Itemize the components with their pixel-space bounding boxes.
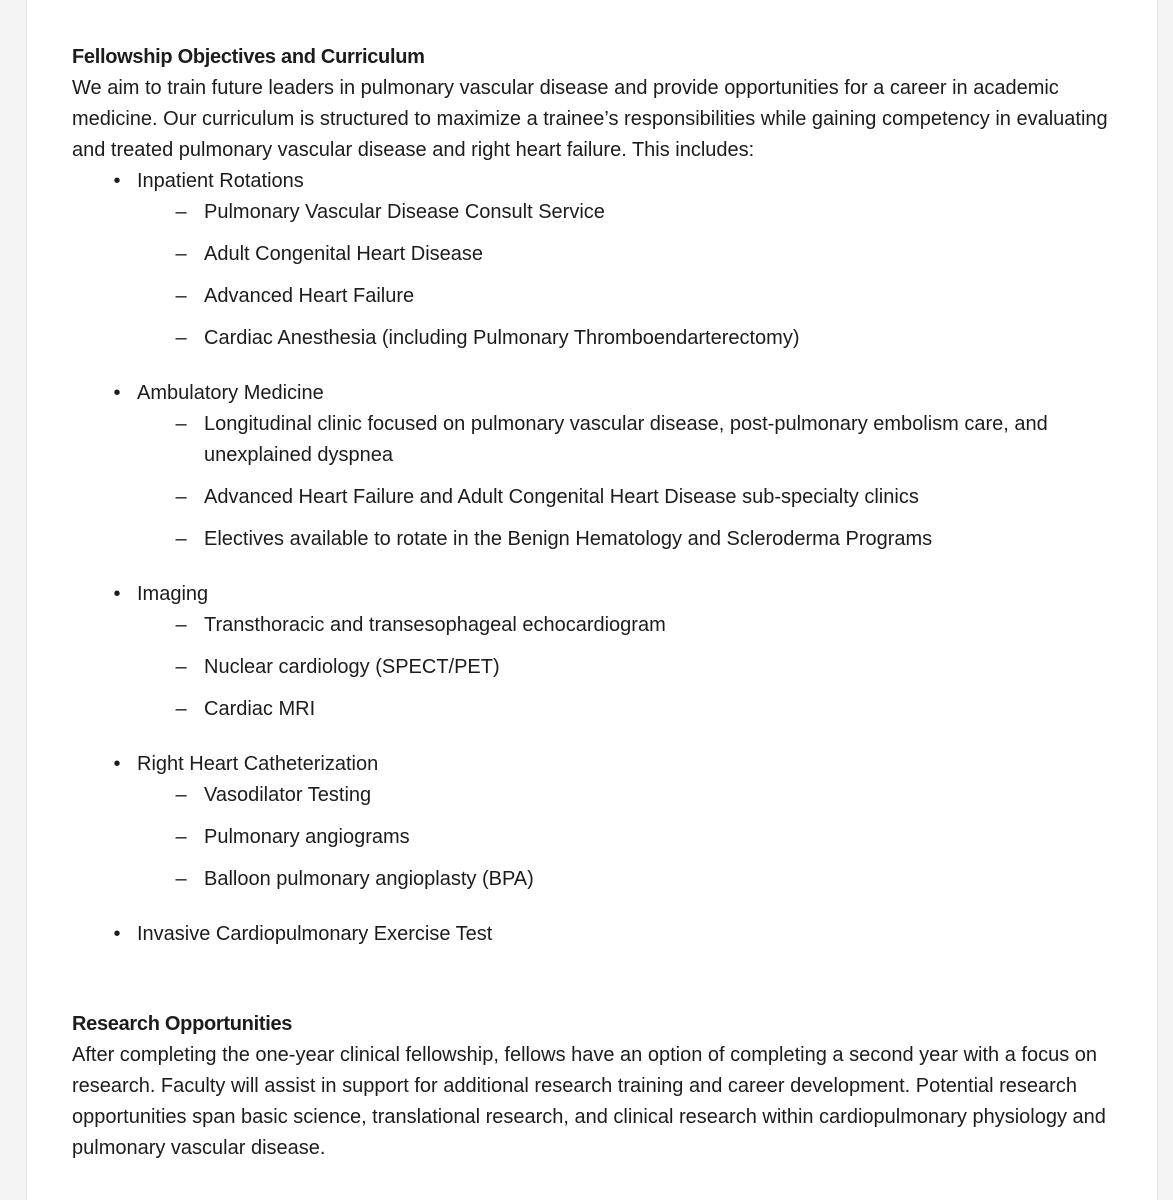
curriculum-subitem xyxy=(72,281,1122,312)
fellowship-intro: We aim to train future leaders in pulmonary vascular disease and provide opportunities for a career in academic medicine. Our curriculum is structured to maximize a trainee’s responsibilities while gaining competency in evaluating and treated pulmonary vascular disease and right heart failure. This includes: xyxy=(72,77,1108,161)
curriculum-item xyxy=(72,378,1122,555)
curriculum-subitem-label: Advanced Heart Failure and Adult Congenital Heart Disease sub-specialty clinics xyxy=(204,486,919,508)
curriculum-subitem-label: Advanced Heart Failure xyxy=(204,285,415,307)
dash-icon: – xyxy=(175,826,187,848)
curriculum-subitem xyxy=(72,197,1122,228)
bullet-icon: • xyxy=(113,753,121,775)
curriculum-sublist xyxy=(137,409,1122,555)
curriculum-item-label: Imaging xyxy=(137,583,209,605)
curriculum-subitem xyxy=(72,409,1122,471)
dash-icon: – xyxy=(175,201,187,223)
curriculum-subitem-label: Transthoracic and transesophageal echocardiogram xyxy=(204,614,666,636)
dash-icon: – xyxy=(175,698,187,720)
curriculum-subitem-label: Balloon pulmonary angioplasty (BPA) xyxy=(204,868,534,890)
fellowship-heading: Fellowship Objectives and Curriculum xyxy=(72,46,425,68)
dash-icon: – xyxy=(175,327,187,349)
curriculum-subitem-label: Pulmonary angiograms xyxy=(204,826,410,848)
bullet-icon: • xyxy=(113,923,121,945)
curriculum-subitem-label: Vasodilator Testing xyxy=(204,784,372,806)
dash-icon: – xyxy=(175,243,187,265)
dash-icon: – xyxy=(175,486,187,508)
dash-icon: – xyxy=(175,614,187,636)
curriculum-subitem-label: Adult Congenital Heart Disease xyxy=(204,243,484,265)
curriculum-subitem xyxy=(72,780,1122,811)
dash-icon: – xyxy=(175,528,187,550)
curriculum-subitem-label: Pulmonary Vascular Disease Consult Service xyxy=(204,201,605,223)
curriculum-item xyxy=(72,579,1122,725)
research-section xyxy=(72,1009,1122,1164)
curriculum-subitem xyxy=(72,610,1122,641)
curriculum-list xyxy=(72,166,1122,950)
dash-icon: – xyxy=(175,868,187,890)
dash-icon: – xyxy=(175,784,187,806)
curriculum-subitem-label: Cardiac MRI xyxy=(204,698,316,720)
research-body: After completing the one-year clinical fellowship, fellows have an option of completing a second year with a focus on research. Faculty will assist in support for additional research training and career development. Potential research opportunities span basic science, translational research, and clinical research within cardiopulmonary physiology and pulmonary vascular disease. xyxy=(72,1044,1106,1159)
curriculum-subitem-label: Cardiac Anesthesia (including Pulmonary Thromboendarterectomy) xyxy=(204,327,800,349)
curriculum-item-label: Invasive Cardiopulmonary Exercise Test xyxy=(137,923,493,945)
curriculum-sublist xyxy=(137,197,1122,354)
curriculum-subitem xyxy=(72,864,1122,895)
curriculum-item-label: Right Heart Catheterization xyxy=(137,753,379,775)
curriculum-subitem-label: Nuclear cardiology (SPECT/PET) xyxy=(204,656,500,678)
curriculum-subitem xyxy=(72,694,1122,725)
curriculum-item xyxy=(72,919,1122,950)
curriculum-subitem xyxy=(72,652,1122,683)
curriculum-item-label: Inpatient Rotations xyxy=(137,170,304,192)
curriculum-item-label: Ambulatory Medicine xyxy=(137,382,324,404)
article-content xyxy=(72,42,1122,1164)
dash-icon: – xyxy=(175,656,187,678)
curriculum-item xyxy=(72,749,1122,895)
research-heading: Research Opportunities xyxy=(72,1013,293,1035)
curriculum-subitem-label: Electives available to rotate in the Benign Hematology and Scleroderma Programs xyxy=(204,528,933,550)
curriculum-subitem-label: Longitudinal clinic focused on pulmonary vascular disease, post-pulmonary embolism care, and unexplained dyspnea xyxy=(204,413,1048,466)
curriculum-sublist xyxy=(137,780,1122,895)
fellowship-section xyxy=(72,42,1122,950)
curriculum-item xyxy=(72,166,1122,354)
curriculum-subitem xyxy=(72,524,1122,555)
bullet-icon: • xyxy=(113,170,121,192)
bullet-icon: • xyxy=(113,382,121,404)
bullet-icon: • xyxy=(113,583,121,605)
dash-icon: – xyxy=(175,413,187,435)
curriculum-subitem xyxy=(72,323,1122,354)
curriculum-subitem xyxy=(72,822,1122,853)
page xyxy=(26,0,1158,1200)
dash-icon: – xyxy=(175,285,187,307)
curriculum-sublist xyxy=(137,610,1122,725)
curriculum-subitem xyxy=(72,482,1122,513)
curriculum-subitem xyxy=(72,239,1122,270)
